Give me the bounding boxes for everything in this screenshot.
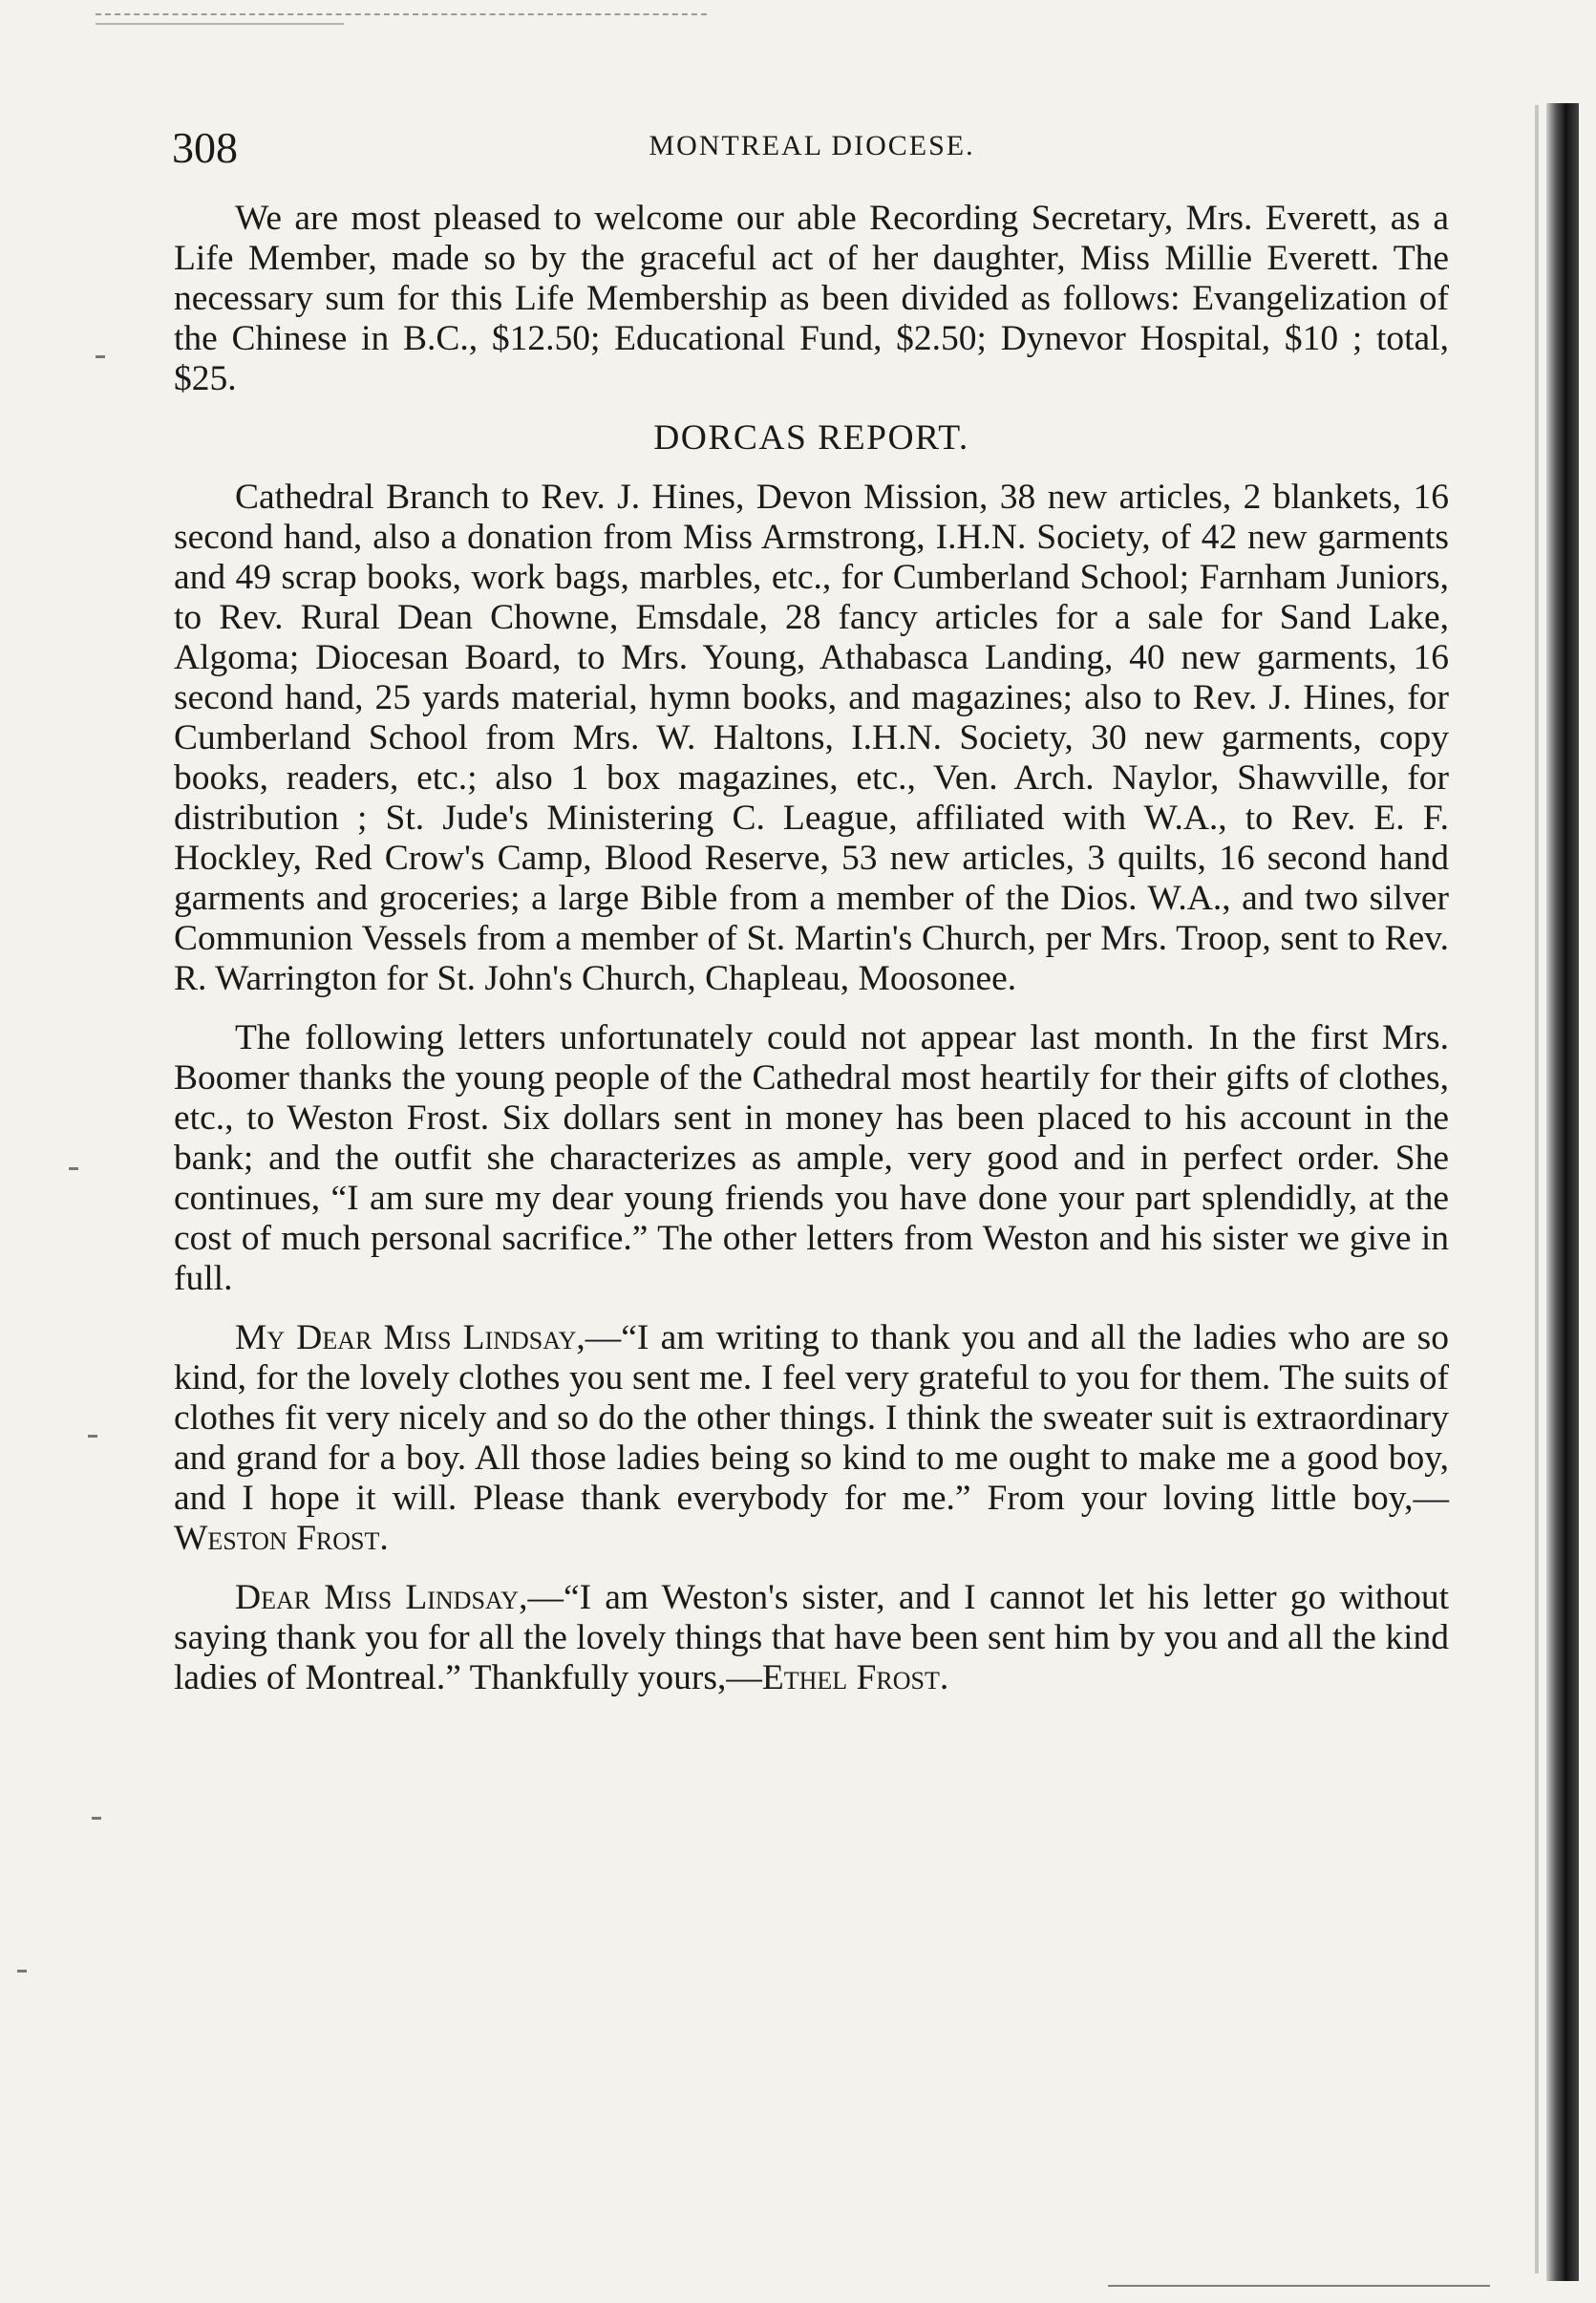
scan-artifact-bottom: [1108, 2285, 1490, 2287]
page-number: 308: [172, 123, 238, 172]
body-text: [174, 199, 1449, 1717]
letter-signature: Weston Frost.: [174, 1519, 389, 1558]
margin-speck: [69, 1167, 78, 1170]
margin-speck: [96, 355, 105, 358]
letter-salutation: Dear Miss Lindsay,: [235, 1578, 528, 1617]
margin-speck: [17, 1970, 27, 1972]
letter-body: —“I am Weston's sister, and I cannot let his letter go without saying thank you for all the lovely things that have been sent him by you and all the kind ladies of Montreal.” Thankfully yours,—: [174, 1578, 1449, 1697]
section-heading-dorcas: DORCAS REPORT.: [653, 418, 969, 458]
letter-salutation: My Dear Miss Lindsay,: [235, 1318, 585, 1357]
page-title: MONTREAL DIOCESE.: [649, 130, 975, 161]
letters-intro-paragraph: The following letters unfortunately could not appear last month. In the first Mrs. Boomer thanks the young people of the Cathedral most heartily for their gifts of clothes, etc., to Weston Frost. Six dollars sent in money has been placed to his account in the bank; and the outfit she characterizes as ample, very good and in perfect order. She continues, “I am sure my dear young friends you have done your part splendidly, at the cost of much personal sacrifice.” The other letters from Weston and his sister we give in full.: [174, 1018, 1449, 1298]
running-head: [172, 124, 1452, 172]
letter-signature: Ethel Frost.: [761, 1658, 949, 1697]
life-member-paragraph: We are most pleased to welcome our able Recording Secretary, Mrs. Everett, as a Life Member, made so by the graceful act of her daughter, Miss Millie Everett. The necessary sum for this Life Membership as been divided as follows: Evangelization of the Chinese in B.C., $12.50; Educational Fund, $2.50; Dynevor Hospital, $10 ; total, $25.: [174, 199, 1449, 398]
letter-body: —“I am writing to thank you and all the ladies who are so kind, for the lovely clothes you sent me. I feel very grateful to you for them. The suits of clothes fit very nicely and so do the other things. I think the sweater suit is extraordinary and grand for a boy. All those ladies being so kind to me ought to make me a good boy, and I hope it will. Please thank everybody for me.” From your loving little boy,—: [174, 1318, 1449, 1518]
scan-artifact-top: [96, 13, 707, 15]
dorcas-report-paragraph: Cathedral Branch to Rev. J. Hines, Devon Mission, 38 new articles, 2 blankets, 16 second hand, also a donation from Miss Armstrong, I.H.N. Society, of 42 new garments and 49 scrap books, work bags, marbles, etc., for Cumberland School; Farnham Juniors, to Rev. Rural Dean Chowne, Emsdale, 28 fancy articles for a sale for Sand Lake, Algoma; Diocesan Board, to Mrs. Young, Athabasca Landing, 40 new garments, 16 second hand, 25 yards material, hymn books, and magazines; also to Rev. J. Hines, for Cumberland School from Mrs. W. Haltons, I.H.N. Society, 30 new garments, copy books, readers, etc.; also 1 box magazines, etc., Ven. Arch. Naylor, Shawville, for distribution ; St. Jude's Ministering C. League, affiliated with W.A., to Rev. E. F. Hockley, Red Crow's Camp, Blood Reserve, 53 new articles, 3 quilts, 16 second hand garments and groceries; a large Bible from a member of the Dios. W.A., and two silver Communion Vessels from a member of St. Martin's Church, per Mrs. Troop, sent to Rev. R. Warrington for St. John's Church, Chapleau, Moosonee.: [174, 478, 1449, 998]
margin-speck: [92, 1817, 101, 1820]
book-spine-edge: [1546, 103, 1579, 2281]
scan-artifact-top-2: [96, 23, 344, 25]
margin-speck: [88, 1435, 97, 1438]
book-spine-shadow: [1535, 105, 1539, 2273]
letter-weston: [174, 1318, 1449, 1559]
letter-ethel: [174, 1578, 1449, 1698]
